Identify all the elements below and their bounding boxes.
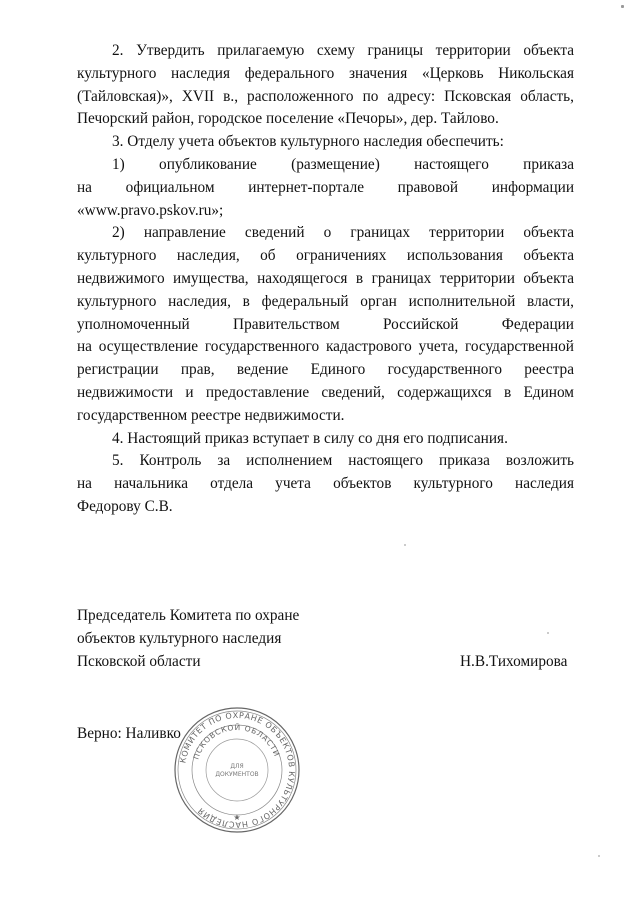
p3-2-line-7: регистрации прав, ведение Единого государственного реестра <box>77 361 574 379</box>
seal-inner-ring-text: ПСКОВСКОЙ ОБЛАСТИ <box>191 722 282 761</box>
signatory-position <box>77 604 299 673</box>
p3-2-line-5: уполномоченный Правительством Российской Федерации <box>77 315 574 333</box>
round-seal-stamp <box>172 705 302 835</box>
document-body <box>77 40 574 519</box>
seal-center-line-1: ДЛЯ <box>230 763 244 770</box>
p3-2-line-9: государственном реестре недвижимости. <box>77 406 345 424</box>
p2-line-2: культурного наследия федерального значения «Церковь Никольская <box>77 64 574 82</box>
p3-title: 3. Отделу учета объектов культурного наследия обеспечить: <box>112 133 504 151</box>
p3-2-line-8: недвижимости и предоставление сведений, содержащихся в Едином <box>77 383 574 401</box>
p3-2-line-2: культурного наследия, об ограничениях использования объекта <box>77 247 574 265</box>
p3-1-line-1: 1) опубликование (размещение) настоящего приказа <box>112 155 574 173</box>
p5-line-1: 5. Контроль за исполнением настоящего приказа возложить <box>112 452 574 470</box>
p4-line: 4. Настоящий приказ вступает в силу со дня его подписания. <box>112 429 508 447</box>
seal-center-line-2: ДОКУМЕНТОВ <box>215 771 259 778</box>
seal-ring-text: КОМИТЕТ ПО ОХРАНЕ ОБЪЕКТОВ КУЛЬТУРНОГО НАСЛЕДИЯ <box>178 710 297 830</box>
seal-star-icon: ★ <box>233 813 241 822</box>
p5-line-2: на начальника отдела учета объектов культурного наследия <box>77 475 574 493</box>
p3-1-line-2: на официальном интернет-портале правовой информации <box>77 178 574 196</box>
p2-line-4: Печорский район, городское поселение «Печоры», дер. Тайлово. <box>77 110 499 128</box>
p2-line-1: 2. Утвердить прилагаемую схему границы территории объекта <box>112 42 574 59</box>
p3-2-line-4: культурного наследия, в федеральный орган исполнительной власти, <box>77 292 574 310</box>
scan-speck <box>547 632 549 634</box>
seal-icon <box>172 705 302 835</box>
signatory-position-line-3: Псковской области <box>77 653 201 670</box>
p5-line-3: Федорову С.В. <box>77 497 173 515</box>
signatory-position-line-2: объектов культурного наследия <box>77 630 282 647</box>
signatory-name: Н.В.Тихомирова <box>460 653 568 670</box>
p3-2-line-1: 2) направление сведений о границах территории объекта <box>112 224 574 242</box>
p2-line-3: (Тайловская)», XVII в., расположенного по адресу: Псковская область, <box>77 87 574 105</box>
p3-2-line-3: недвижимого имущества, находящегося в границах территории объекта <box>77 269 574 287</box>
scan-speck <box>621 5 624 8</box>
certified-copy-note: Верно: Наливко <box>77 725 181 742</box>
scan-speck <box>404 544 406 546</box>
signatory-position-line-1: Председатель Комитета по охране <box>77 607 300 624</box>
p3-2-line-6: на осуществление государственного кадастрового учета, государственной <box>77 338 574 356</box>
p3-1-line-3: «www.pravo.pskov.ru»; <box>77 201 224 219</box>
scan-speck <box>598 855 600 857</box>
